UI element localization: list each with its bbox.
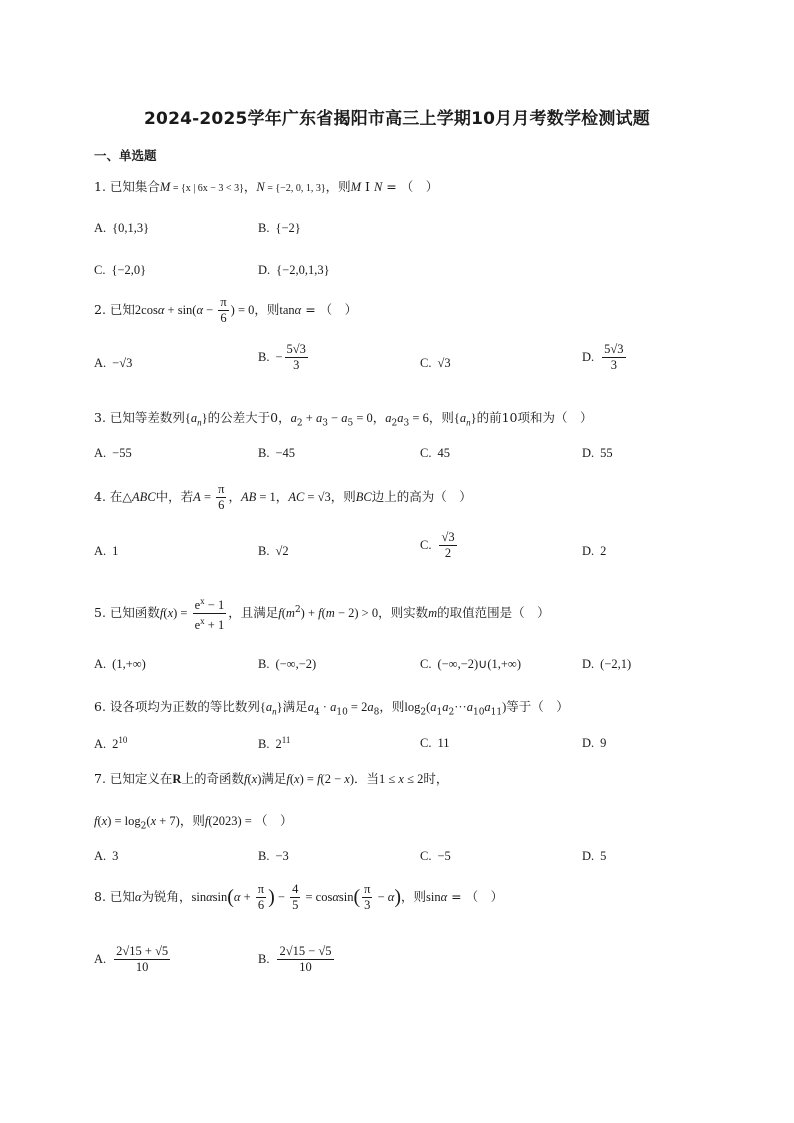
q3-option-a[interactable]: A. −55 <box>94 446 132 460</box>
q5-option-d[interactable]: D. (−2,1) <box>582 657 632 671</box>
question-6: 6. 设各项均为正数的等比数列$\{a_n\}$满足$a_4 \cdot a_{10} = 2a_8$，则$\log_2(a_1a_2\cdot\cdot\cdot a_{10}a_{11})$等于（ ） <box>94 699 569 718</box>
q5-option-c[interactable]: C. (−∞,−2)∪(1,+∞) <box>420 657 521 671</box>
q5-option-b[interactable]: B. (−∞,−2) <box>258 657 317 671</box>
question-2: 2. 已知2cosα + sin(α − $\frac{\pi}{6}$ ) = 0，则tanα = （ ） <box>94 295 358 325</box>
q2-option-a[interactable]: A. −√3 <box>94 356 133 370</box>
question-3: 3. 已知等差数列$\{a_n\}$的公差大于0，$a_2 + a_3 - a_5 = 0$，$a_2a_3 = 6$，则$\{a_n\}$的前10项和为（ ） <box>94 410 593 429</box>
q5-option-a[interactable]: A. (1,+∞) <box>94 657 146 671</box>
q6-option-d[interactable]: D. 9 <box>582 736 607 750</box>
q3-option-c[interactable]: C. 45 <box>420 446 450 460</box>
q7-option-d[interactable]: D. 5 <box>582 849 607 863</box>
q7-option-a[interactable]: A. 3 <box>94 849 119 863</box>
q2-option-b[interactable]: B. − $\frac{5√3}{3}$ <box>258 342 306 372</box>
q1-option-d[interactable]: D. {−2,0,1,3} <box>258 263 330 277</box>
q2-option-c[interactable]: C. √3 <box>420 356 451 370</box>
q1-option-b[interactable]: B. {−2} <box>258 221 301 235</box>
q4-option-d[interactable]: D. 2 <box>582 544 607 558</box>
q3-option-b[interactable]: B. −45 <box>258 446 296 460</box>
q8-option-a[interactable]: A. $\frac{2√15 + √5}{10}$ <box>94 944 169 974</box>
question-5: 5. 已知函数f(x) = $\frac{e^x - 1}{e^x + 1}$ ，且满足$f(m^2) + f(m - 2) > 0$，则实数m的取值范围是（ ） <box>94 596 550 633</box>
question-4: 4. 在△ABC中，若A = $\frac{\pi}{6}$ ，AB = 1，AC = √3，则BC边上的高为（ ） <box>94 482 472 512</box>
q6-option-b[interactable]: B. $2^{11}$ <box>258 735 291 752</box>
q6-option-a[interactable]: A. $2^{10}$ <box>94 735 128 752</box>
q2-option-d[interactable]: D. $\frac{5√3}{3}$ <box>582 342 624 372</box>
q4-option-b[interactable]: B. √2 <box>258 544 289 558</box>
q8-option-b[interactable]: B. $\frac{2√15 - √5}{10}$ <box>258 944 332 974</box>
section-heading: 一、单选题 <box>94 148 157 163</box>
question-1: 1. 已知集合M = {x | 6x − 3 < 3}，N = {−2, 0, 1, 3}，则M I N = （ ） <box>94 179 439 194</box>
q7-option-b[interactable]: B. −3 <box>258 849 289 863</box>
q3-option-d[interactable]: D. 55 <box>582 446 613 460</box>
question-7: 7. 已知定义在R上的奇函数f(x)满足f(x) = f(2 − x)．当1 ≤ x ≤ 2时， <box>94 771 449 786</box>
question-7-line-2: $f(x) = \log_2(x + 7)$，则f(2023) = （ ） <box>94 813 293 832</box>
q4-option-a[interactable]: A. 1 <box>94 544 119 558</box>
q6-option-c[interactable]: C. 11 <box>420 736 450 750</box>
q7-option-c[interactable]: C. −5 <box>420 849 451 863</box>
q1-option-a[interactable]: A. {0,1,3} <box>94 221 150 235</box>
page-title: 2024-2025学年广东省揭阳市高三上学期10月月考数学检测试题 <box>144 109 650 129</box>
q1-option-c[interactable]: C. {−2,0} <box>94 263 147 277</box>
q4-option-c[interactable]: C. $\frac{√3}{2}$ <box>420 530 455 560</box>
question-8: 8. 已知α为锐角，sinαsin(α + $\frac{\pi}{6}$ ) − $\frac{4}{5}$ = cosαsin( $\frac{\pi}{3}$ − α)，则sinα = （ ） <box>94 882 504 912</box>
